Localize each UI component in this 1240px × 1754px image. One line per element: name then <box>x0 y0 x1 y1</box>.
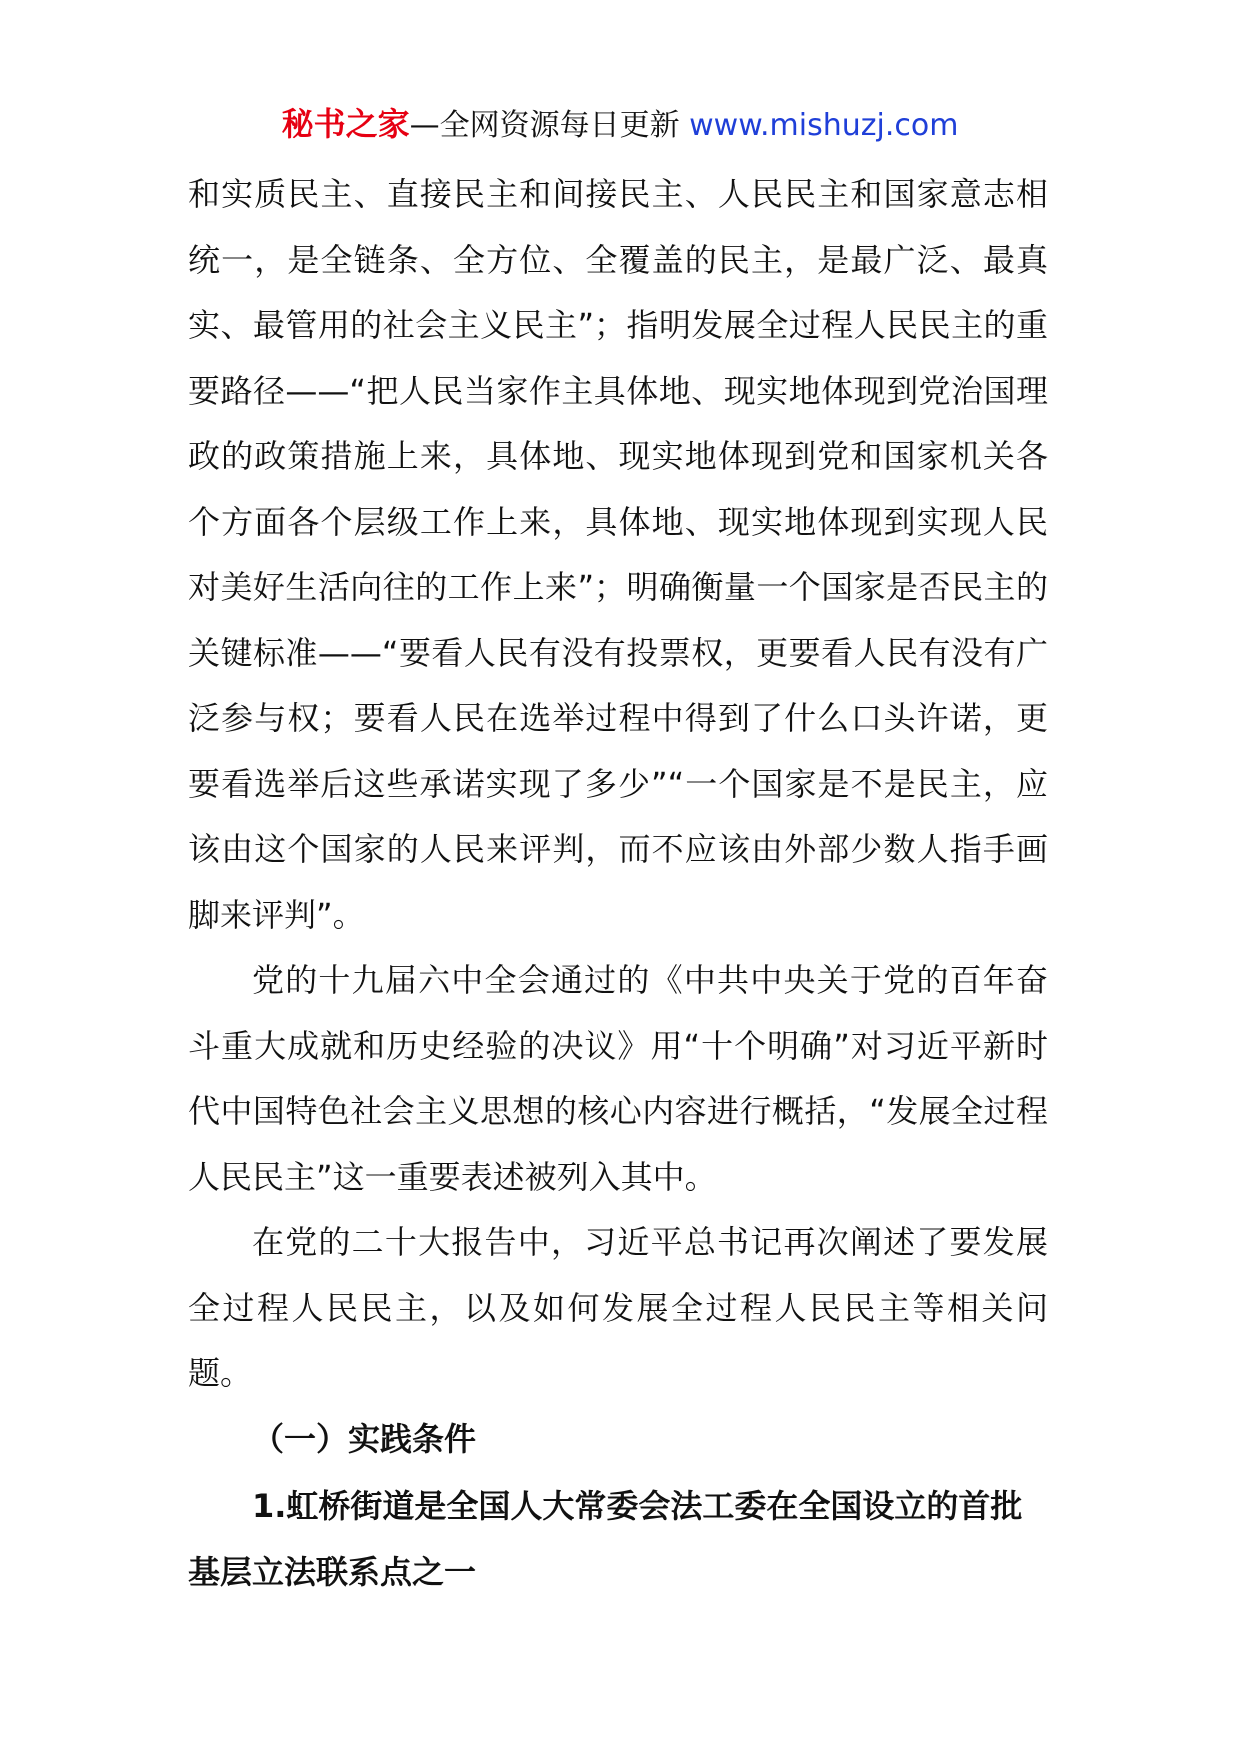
website-link[interactable]: www.mishuzj.com <box>689 108 959 143</box>
paragraph-continued: 和实质民主、直接民主和间接民主、人民民主和国家意志相统一，是全链条、全方位、全覆盖的民主，是最广泛、最真实、最管用的社会主义民主”；指明发展全过程人民民主的重要路径——“把人民当家作主具体地、现实地体现到党治国理政的政策措施上来，具体地、现实地体现到党和国家机关各个方面各个层级工作上来，具体地、现实地体现到实现人民对美好生活向往的工作上来”；明确衡量一个国家是否民主的关键标准——“要看人民有没有投票权，更要看人民有没有广泛参与权；要看人民在选举过程中得到了什么口头许诺，更要看选举后这些承诺实现了多少”“一个国家是不是民主，应该由这个国家的人民来评判，而不应该由外部少数人指手画脚来评判”。 <box>188 175 1048 934</box>
section-heading: （一）实践条件 <box>252 1419 477 1458</box>
paragraph-report: 在党的二十大报告中，习近平总书记再次阐述了要发展全过程人民民主，以及如何发展全过程人民民主等相关问题。 <box>188 1223 1048 1392</box>
subsection-heading: 1.虹桥街道是全国人大常委会法工委在全国设立的首批基层立法联系点之一 <box>188 1487 1023 1591</box>
paragraph-resolution: 党的十九届六中全会通过的《中共中央关于党的百年奋斗重大成就和历史经验的决议》用“十个明确”对习近平新时代中国特色社会主义思想的核心内容进行概括，“发展全过程人民民主”这一重要表述被列入其中。 <box>188 961 1048 1196</box>
header-tagline: —全网资源每日更新 <box>409 108 690 143</box>
brand-name: 秘书之家 <box>281 105 410 143</box>
page-header <box>0 100 1240 150</box>
document-body <box>188 162 1048 1605</box>
